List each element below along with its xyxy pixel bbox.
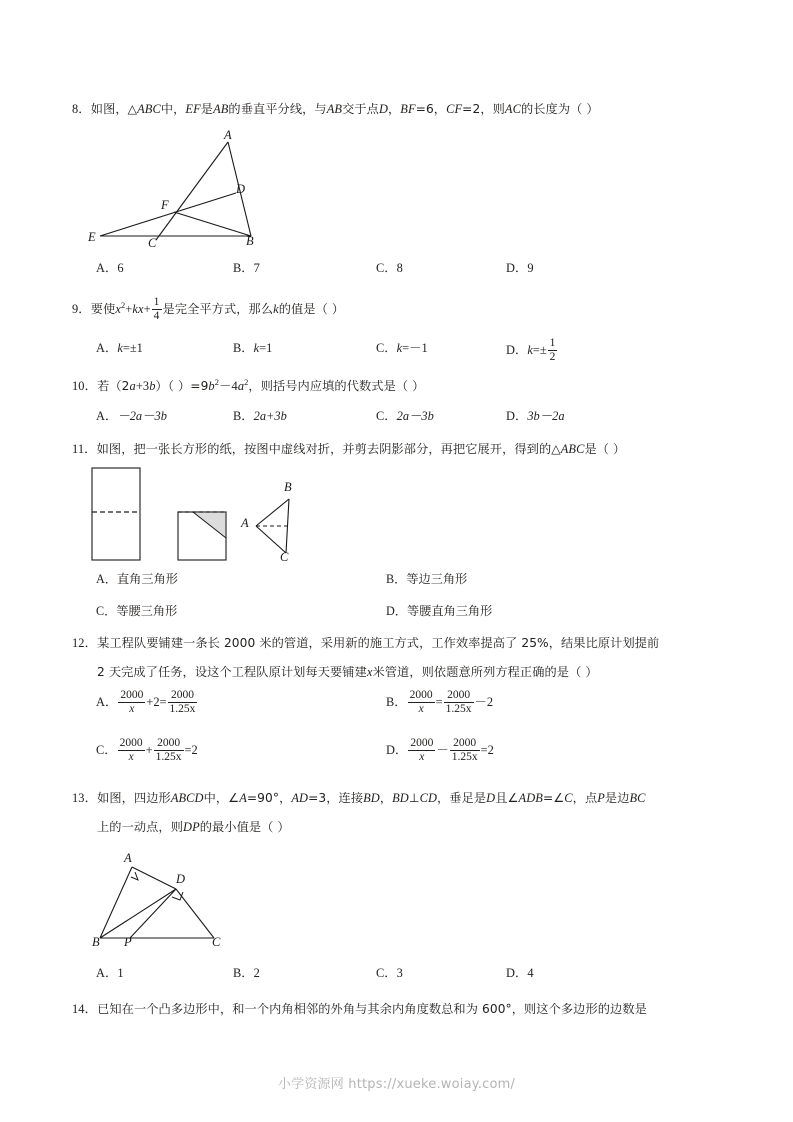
q13-adb: ADB (518, 791, 543, 805)
q9-option-d-fraction (548, 337, 558, 364)
q10-option-d-label: D． (506, 409, 528, 423)
q13-label-C: C (212, 935, 221, 949)
question-11-options (96, 570, 696, 620)
q13-c: C (564, 791, 573, 805)
q9-option-a-label: A． (96, 341, 118, 355)
q13-t8: 且∠ (495, 791, 519, 805)
q12-b-d2: 1.25x (445, 702, 472, 715)
q11-text-1: 如图，把一张长方形的纸，按图中虚线对折，并剪去阴影部分，再把它展开，得到的△ (96, 442, 561, 456)
q8-label-E: E (88, 230, 96, 244)
q9-option-d-frac-den: 2 (549, 350, 556, 363)
q13-label-B: B (92, 935, 100, 949)
q8-option-c-value: 8 (396, 261, 403, 275)
q12-a-n2: 2000 (170, 689, 194, 701)
q8-text-7: =6， (415, 102, 447, 116)
q9-frac-num: 1 (153, 296, 160, 308)
q12-b-n1: 2000 (409, 689, 433, 701)
question-14-stem (72, 1000, 752, 1019)
question-13-figure (88, 845, 268, 955)
q9-option-b-eq: =1 (259, 341, 273, 355)
q12-option-d-frac1 (408, 737, 435, 764)
question-9-number: 9． (72, 302, 91, 317)
q13-option-b[interactable] (233, 963, 260, 981)
q12-option-c-frac1 (118, 737, 145, 764)
question-8-options (96, 258, 696, 278)
q10-option-b[interactable] (233, 406, 287, 424)
q11-option-b-text: 等边三角形 (406, 572, 468, 586)
q9-option-d-frac-num: 1 (549, 337, 556, 349)
q13-t11: 是边 (604, 791, 630, 805)
q8-ab2: AB (326, 102, 343, 116)
q9-plus2: + (143, 302, 151, 317)
q12-line2-b: 米管道，则依题意所列方程正确的是（ ） (372, 665, 598, 679)
q8-option-a-value: 6 (117, 261, 124, 275)
q8-ab: AB (213, 102, 229, 116)
q10-b: b (149, 379, 156, 394)
question-13-options (96, 963, 696, 983)
q9-option-c-label: C． (376, 341, 397, 355)
q13-option-b-value: 2 (253, 966, 260, 980)
q8-option-b-label: B． (233, 261, 254, 275)
q12-b-tail: －2 (474, 695, 494, 710)
q8-text-4: 的垂直平分线，与 (228, 102, 327, 116)
q13-d: D (486, 791, 496, 805)
q8-option-c[interactable] (376, 258, 403, 276)
q11-option-c-text: 等腰三角形 (116, 604, 178, 618)
question-10-number: 10． (72, 379, 98, 394)
q11-option-b[interactable] (386, 570, 467, 587)
q13-t9: =∠ (542, 791, 565, 805)
question-8-stem (72, 100, 732, 119)
q13-option-a-label: A． (96, 966, 118, 980)
q13-option-d[interactable] (506, 963, 534, 981)
q12-line1: 某工程队要铺建一条长 2000 米的管道，采用新的施工方式，工作效率提高了 25%，结果比原计划提前 (97, 636, 660, 650)
q8-option-d-value: 9 (527, 261, 534, 275)
q11-label-A: A (241, 516, 249, 530)
q11-option-c-label: C． (96, 604, 117, 618)
q13-option-c-label: C． (376, 966, 397, 980)
q13-option-c[interactable] (376, 963, 403, 981)
q11-option-d-text: 等腰直角三角形 (407, 604, 493, 618)
q13-t6: ⊥ (408, 791, 420, 805)
q12-option-d[interactable] (386, 738, 494, 765)
q8-text-6: ， (388, 102, 401, 116)
q11-label-B: B (284, 480, 292, 494)
q10-b2: b (208, 379, 215, 394)
q12-d-n1: 2000 (410, 737, 434, 749)
q12-b-mid: = (435, 695, 443, 710)
q9-fraction-one-fourth (152, 296, 162, 323)
q10-option-a-label: A． (96, 409, 118, 423)
question-13-stem-line2 (97, 818, 747, 837)
q10-option-d-text: 3b－2a (527, 409, 565, 423)
q12-d-mid: － (436, 743, 449, 758)
q11-option-a-label: A． (96, 572, 117, 586)
q10-option-b-label: B． (233, 409, 254, 423)
q13-t7: ，垂足是 (437, 791, 487, 805)
q9-option-d-eq: =± (532, 343, 547, 358)
q12-a-d1: x (118, 702, 145, 716)
q9-option-a[interactable] (96, 338, 143, 356)
q13-t5: ， (379, 791, 393, 805)
q8-ac: AC (504, 102, 521, 116)
q11-abc: ABC (560, 442, 585, 456)
q10-option-c[interactable] (376, 406, 434, 424)
q12-option-c[interactable] (96, 738, 198, 765)
q13-option-b-label: B． (233, 966, 254, 980)
q9-exp: 2 (120, 301, 126, 311)
q13-t4: =3，连接 (308, 791, 364, 805)
question-9-stem (72, 297, 732, 324)
question-10-stem (72, 377, 732, 396)
q13-l2-a: 上的一动点，则 (97, 820, 184, 834)
q9-k: k (273, 302, 279, 317)
q13-a: A (239, 791, 247, 805)
q10-sup2: 2 (244, 378, 249, 387)
q9-option-b-label: B． (233, 341, 254, 355)
q9-option-c-eq: =－1 (402, 341, 428, 355)
question-12-stem-line1 (72, 634, 742, 653)
q13-option-a-value: 1 (117, 966, 124, 980)
q12-option-a-frac1 (118, 689, 145, 716)
q8-text-2: 中， (160, 102, 186, 116)
q12-option-a-label: A． (96, 695, 118, 710)
q13-ad: AD (291, 791, 309, 805)
q8-text-5: 交于点 (342, 102, 379, 116)
q12-b-d1: x (408, 702, 435, 716)
q13-bd2: BD (392, 791, 409, 805)
q12-option-b[interactable] (386, 690, 493, 717)
q13-option-d-value: 4 (527, 966, 534, 980)
q12-d-d2: 1.25x (451, 750, 478, 763)
q8-label-C: C (148, 236, 157, 250)
q9-option-d-label: D． (506, 343, 528, 358)
q12-a-d2: 1.25x (169, 702, 196, 715)
q11-option-a[interactable] (96, 570, 178, 587)
q8-text-3: 是 (200, 102, 214, 116)
q10-text-2: +3 (135, 379, 150, 394)
q12-option-b-frac2 (444, 689, 474, 716)
q13-t3: =90°， (246, 791, 292, 805)
q13-dp: DP (183, 820, 200, 834)
q12-c-mid: + (145, 743, 153, 758)
q8-d: D (378, 102, 388, 116)
quadrilateral-abcd-point-p-svg (88, 845, 268, 955)
q9-option-d-var: k (527, 343, 533, 358)
q8-label-B: B (246, 234, 254, 248)
q13-cd: CD (419, 791, 437, 805)
q8-ef: EF (185, 102, 201, 116)
question-13-number: 13． (72, 791, 98, 805)
q9-option-c[interactable] (376, 338, 428, 356)
q13-t1: 如图，四边形 (97, 791, 171, 805)
question-8-number: 8． (72, 102, 91, 116)
q9-option-a-var: k (117, 341, 123, 355)
question-12-options (96, 690, 716, 776)
q8-option-a[interactable] (96, 258, 124, 276)
q8-label-F: F (161, 198, 169, 212)
question-9-options (96, 338, 696, 362)
q10-option-a[interactable] (96, 406, 167, 424)
q13-option-c-value: 3 (396, 966, 403, 980)
q10-sup1: 2 (214, 378, 220, 387)
site-watermark: 小学资源网 https://xueke.woiay.com/ (277, 1077, 516, 1092)
q12-option-c-frac2 (154, 737, 184, 764)
q13-label-D: D (176, 872, 186, 886)
q12-c-d2: 1.25x (155, 750, 182, 763)
q12-d-tail: =2 (480, 743, 494, 758)
q12-a-n1: 2000 (120, 689, 144, 701)
q13-abcd: ABCD (170, 791, 204, 805)
q12-option-c-label: C． (96, 743, 117, 758)
q10-option-a-text: －2a－3b (117, 409, 167, 423)
q11-option-a-text: 直角三角形 (117, 572, 178, 586)
q12-b-n2: 2000 (447, 689, 471, 701)
q9-option-b[interactable] (233, 338, 272, 356)
q11-text-2: 是（ ） (584, 442, 626, 456)
q11-label-C: C (280, 550, 289, 564)
q9-text-3: 的值是（ ） (278, 302, 345, 317)
q8-option-d[interactable] (506, 258, 534, 276)
question-12-stem-line2 (97, 663, 747, 682)
q8-bf: BF (400, 102, 416, 116)
q12-a-mid: +2= (146, 695, 167, 710)
q9-option-b-var: k (253, 341, 260, 355)
q12-c-n2: 2000 (157, 737, 181, 749)
q10-option-c-text: 2a－3b (396, 409, 434, 423)
q8-label-A: A (224, 128, 232, 142)
q9-option-a-eq: =±1 (122, 341, 143, 355)
q13-t10: ，点 (572, 791, 598, 805)
q12-c-tail: =2 (184, 743, 198, 758)
q12-line2-a: 2 天完成了任务，设这个工程队原计划每天要铺建 (97, 665, 367, 679)
q11-option-d-label: D． (386, 604, 407, 618)
q8-option-a-label: A． (96, 261, 118, 275)
q13-label-A: A (124, 851, 132, 865)
q8-cf: CF (446, 102, 463, 116)
q10-text-1: 若（2 (97, 379, 130, 394)
q10-text-5: ，则括号内应填的代数式是（ ） (248, 379, 425, 394)
question-11-number: 11． (72, 442, 97, 456)
q13-option-a[interactable] (96, 963, 124, 981)
question-13-stem-line1 (72, 789, 747, 808)
q9-text-2: 是完全平方式，那么 (162, 302, 274, 317)
question-14-number: 14． (72, 1002, 98, 1016)
q10-option-c-label: C． (376, 409, 397, 423)
q12-option-a-frac2 (168, 689, 198, 716)
q10-a: a (129, 379, 136, 394)
q13-bc: BC (629, 791, 646, 805)
q11-option-c[interactable] (96, 602, 177, 619)
q13-option-d-label: D． (506, 966, 528, 980)
q8-text-8: =2，则 (462, 102, 505, 116)
q10-text-4: －4 (219, 379, 238, 394)
q9-x: x (115, 302, 121, 317)
q9-kx: kx (132, 302, 144, 317)
q12-x: x (366, 665, 373, 679)
q8-option-b[interactable] (233, 258, 260, 276)
q9-option-c-var: k (396, 341, 403, 355)
q8-option-c-label: C． (376, 261, 397, 275)
q10-option-b-text: 2a+3b (253, 409, 287, 423)
q12-option-b-label: B． (386, 695, 407, 710)
q12-option-b-frac1 (408, 689, 435, 716)
q11-option-d[interactable] (386, 602, 492, 619)
question-8-figure (86, 130, 286, 250)
q12-c-d1: x (118, 750, 145, 764)
q8-text-9: 的长度为（ ） (520, 102, 599, 116)
q12-option-a[interactable] (96, 690, 198, 717)
q13-p: P (597, 791, 605, 805)
q9-text-1: 要使 (90, 302, 116, 317)
q10-text-3: ）（ ）=9 (155, 379, 209, 394)
q11-option-b-label: B． (386, 572, 407, 586)
question-10-options (96, 406, 696, 426)
q13-bd: BD (363, 791, 380, 805)
q8-abc: ABC (137, 102, 161, 116)
q9-plus1: + (125, 302, 133, 317)
q10-option-d[interactable] (506, 406, 565, 424)
q12-d-n2: 2000 (453, 737, 477, 749)
q12-c-n1: 2000 (119, 737, 143, 749)
q10-a2: a (237, 379, 245, 394)
q8-text-1: 如图，△ (90, 102, 138, 116)
q12-d-d1: x (408, 750, 435, 764)
q9-frac-den: 4 (153, 309, 160, 322)
q12-option-d-label: D． (386, 743, 408, 758)
q12-option-d-frac2 (450, 737, 480, 764)
question-12-number: 12． (72, 636, 98, 650)
q8-label-D: D (236, 182, 246, 196)
q14-text: 已知在一个凸多边形中，和一个内角相邻的外角与其余内角度数总和为 600°，则这个多边形的边数是 (97, 1002, 647, 1016)
q13-l2-b: 的最小值是（ ） (199, 820, 290, 834)
question-11-figure (86, 466, 326, 566)
triangle-abc-perpendicular-bisector-svg (86, 130, 286, 250)
q8-option-d-label: D． (506, 261, 528, 275)
question-11-stem (72, 440, 742, 459)
q13-t2: 中，∠ (203, 791, 240, 805)
q8-option-b-value: 7 (253, 261, 260, 275)
q9-option-d[interactable] (506, 338, 558, 365)
q13-label-P: P (124, 935, 132, 949)
